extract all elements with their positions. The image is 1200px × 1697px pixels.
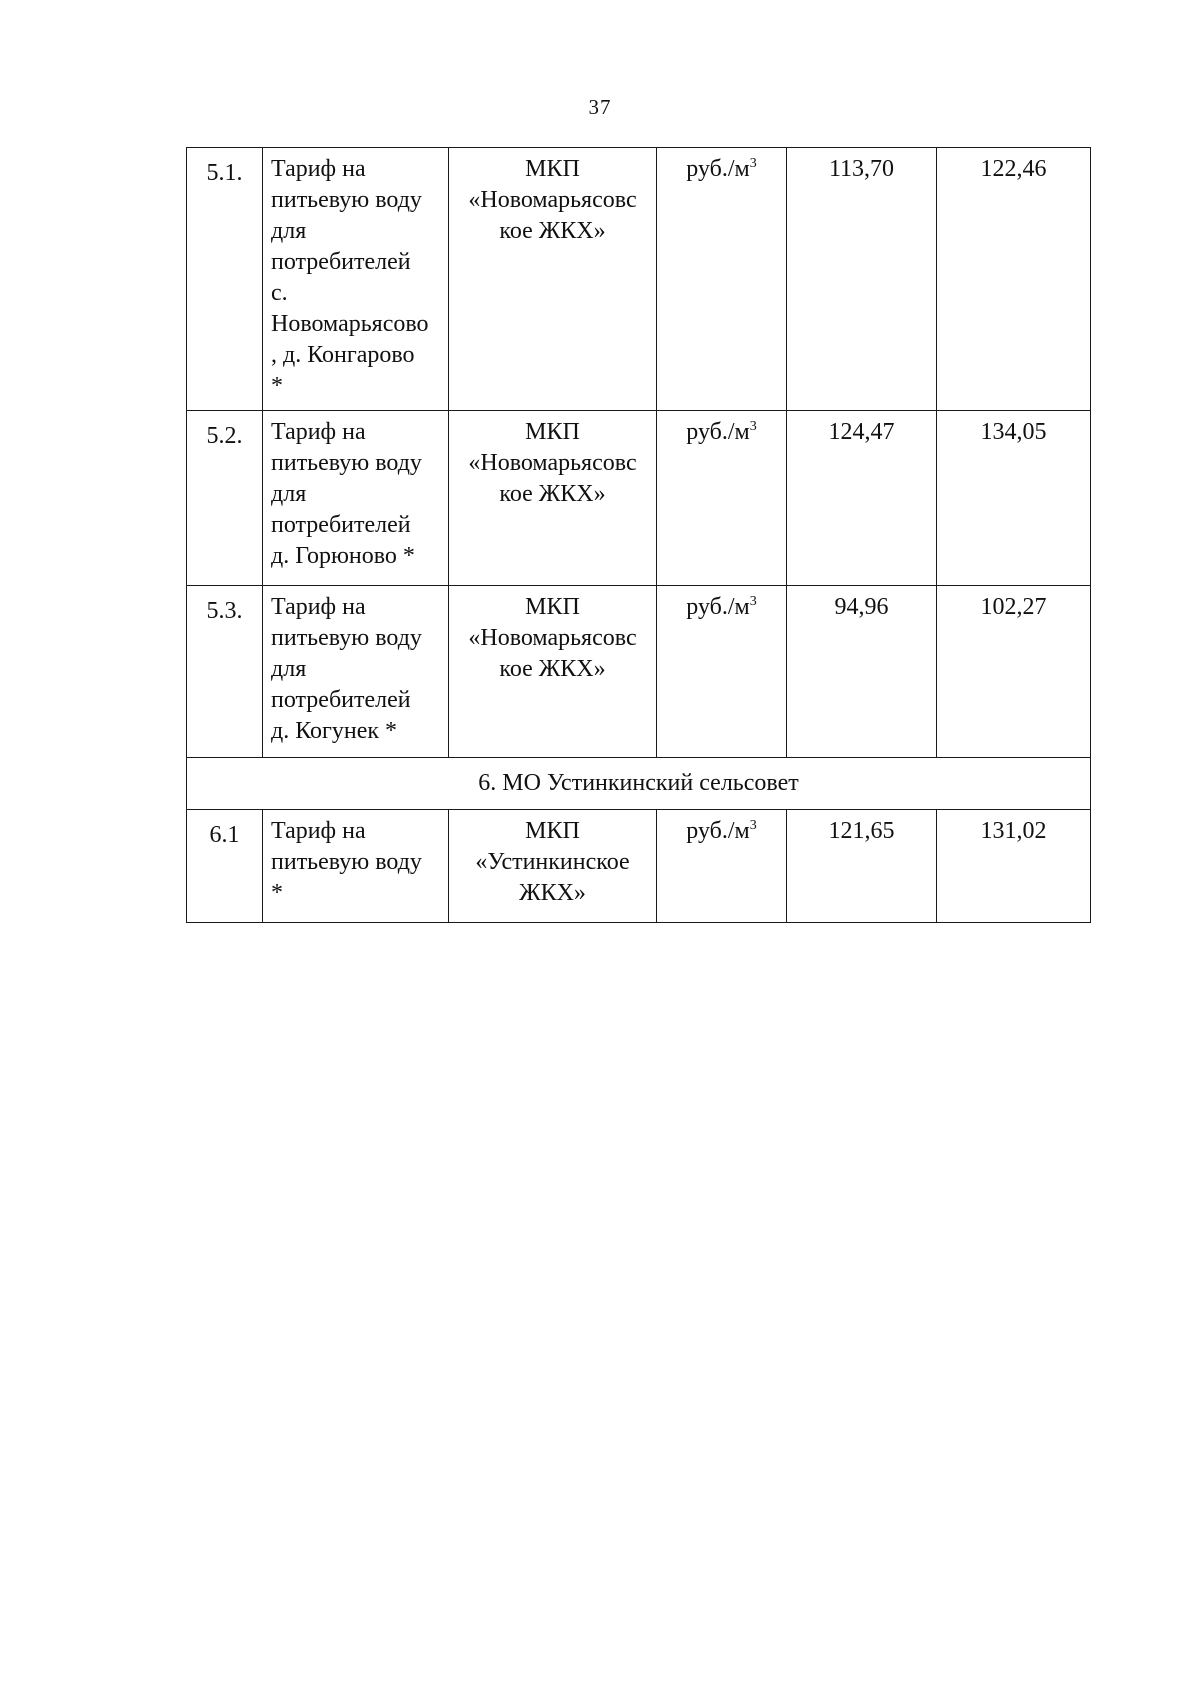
unit-superscript: 3	[749, 419, 757, 434]
tariff-description: Тариф на питьевую воду для потребителей д. Горюново *	[263, 411, 449, 586]
unit-label: руб./м	[686, 818, 750, 844]
tariff-value-1: 113,70	[787, 148, 937, 411]
organization-name: МКП «Устинкинское ЖКХ»	[449, 810, 657, 923]
unit-cell	[657, 148, 787, 411]
section-header-row	[187, 758, 1091, 810]
tariff-value-2: 131,02	[937, 810, 1091, 923]
tariff-value-1: 94,96	[787, 586, 937, 758]
unit-cell	[657, 810, 787, 923]
unit-label: руб./м	[686, 594, 750, 620]
tariff-description: Тариф на питьевую воду *	[263, 810, 449, 923]
table-row	[187, 810, 1091, 923]
row-number: 5.3.	[187, 586, 263, 758]
unit-label: руб./м	[686, 156, 750, 182]
tariff-description: Тариф на питьевую воду для потребителей с. Новомарьясово , д. Конгарово *	[263, 148, 449, 411]
tariff-value-2: 102,27	[937, 586, 1091, 758]
row-number: 6.1	[187, 810, 263, 923]
tariff-table	[186, 147, 1091, 923]
tariff-value-2: 122,46	[937, 148, 1091, 411]
unit-superscript: 3	[749, 594, 757, 609]
table-row	[187, 411, 1091, 586]
tariff-description: Тариф на питьевую воду для потребителей д. Когунек *	[263, 586, 449, 758]
unit-label: руб./м	[686, 419, 750, 445]
table-row	[187, 586, 1091, 758]
unit-superscript: 3	[749, 818, 757, 833]
row-number: 5.2.	[187, 411, 263, 586]
table-row	[187, 148, 1091, 411]
unit-superscript: 3	[749, 156, 757, 171]
section-title: 6. МО Устинкинский сельсовет	[187, 758, 1091, 810]
tariff-value-1: 124,47	[787, 411, 937, 586]
unit-cell	[657, 411, 787, 586]
page-number: 37	[588, 95, 612, 119]
unit-cell	[657, 586, 787, 758]
row-number: 5.1.	[187, 148, 263, 411]
organization-name: МКП «Новомарьясовс кое ЖКХ»	[449, 586, 657, 758]
organization-name: МКП «Новомарьясовс кое ЖКХ»	[449, 148, 657, 411]
organization-name: МКП «Новомарьясовс кое ЖКХ»	[449, 411, 657, 586]
tariff-value-1: 121,65	[787, 810, 937, 923]
tariff-value-2: 134,05	[937, 411, 1091, 586]
